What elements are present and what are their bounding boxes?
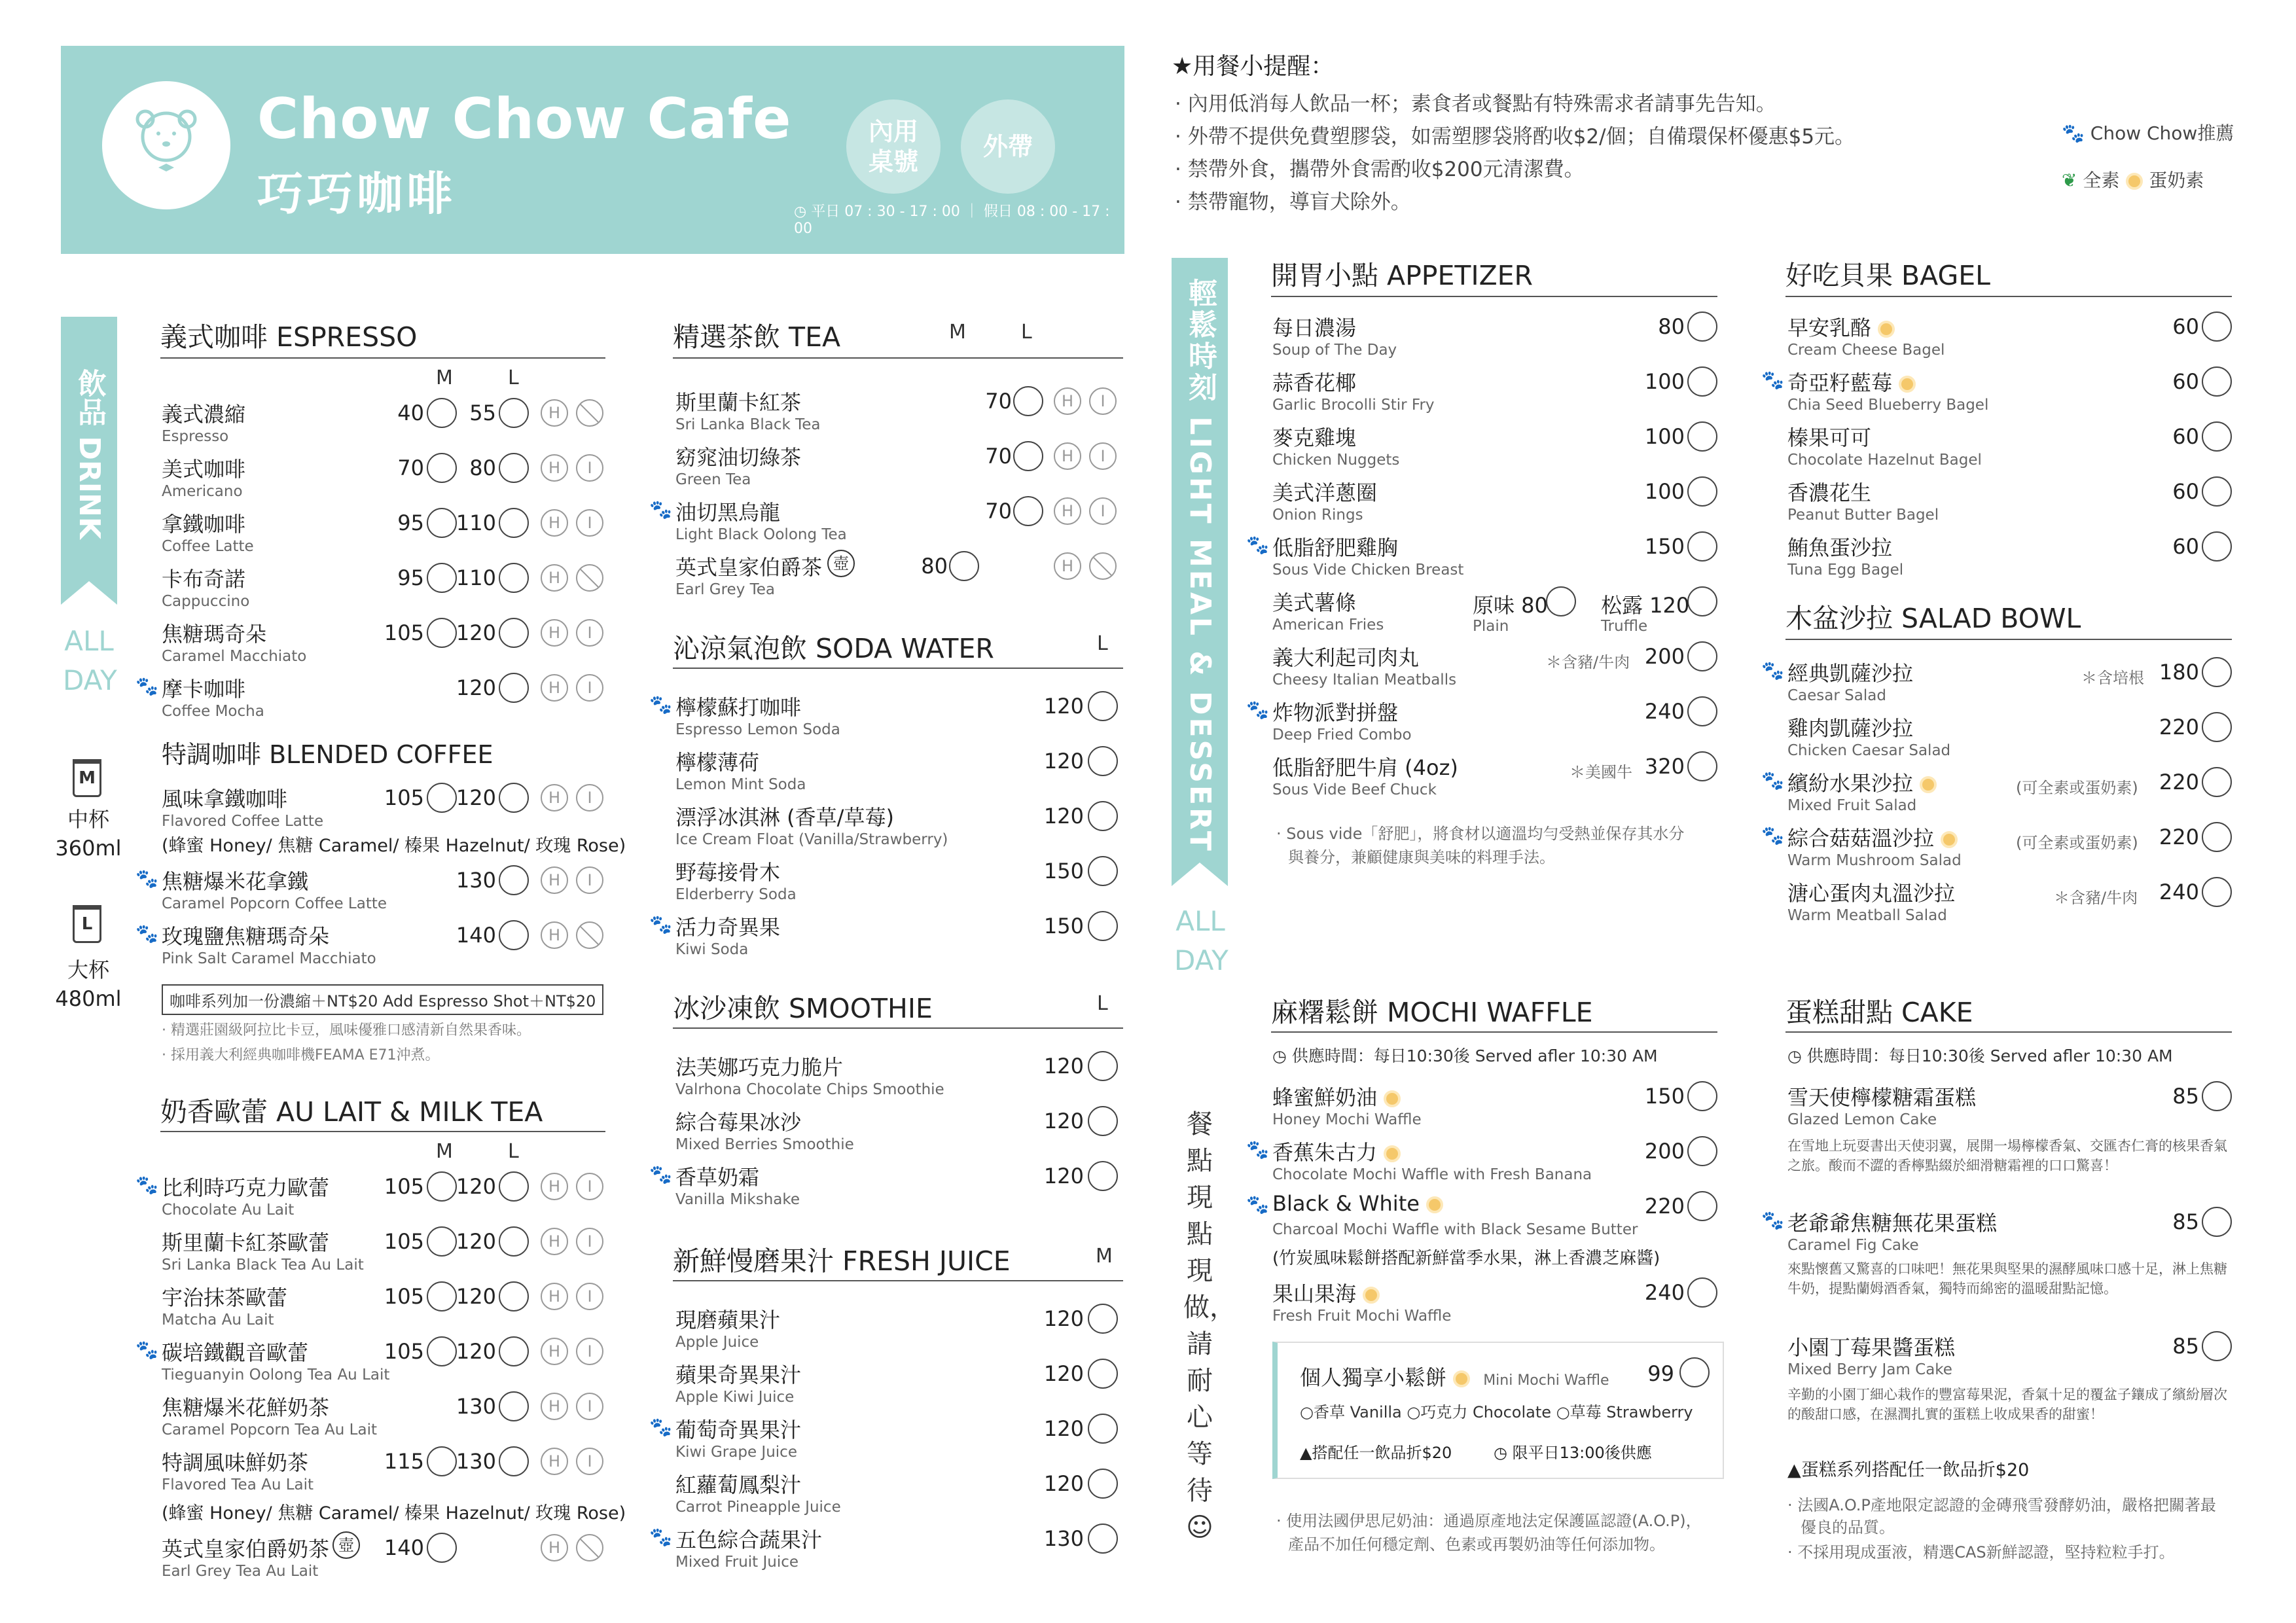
espresso-addon-note: 咖啡系列加一份濃縮＋NT$20 Add Espresso Shot＋NT$20 [162,984,603,1015]
qty-circle[interactable] [2202,712,2232,742]
light-meal-band: 輕鬆時刻 LIGHT MEAL & DESSERT [1172,258,1228,873]
mini-waffle-combo: ▲搭配任一飲品折$20 [1300,1444,1452,1462]
price-m: 105 [384,1174,424,1199]
size-l-header: L [508,1140,519,1163]
size-l-header: L [1097,632,1108,655]
price: 60 [2172,314,2199,339]
qty-circle-l[interactable] [499,1336,529,1366]
price-l: 120 [456,785,496,810]
price: 240 [1644,699,1685,724]
qty-circle-m[interactable] [427,1281,457,1311]
price: 60 [2172,479,2199,504]
takeout-badge: 外帶 [961,99,1055,194]
cake-description: 辛勤的小園丁細心栽作的豐富莓果泥，香氣十足的覆盆子鑲成了繽紛層次的酸甜口感，在濕潤扎實的蛋糕上收成果香的甜蜜！ [1787,1387,2227,1422]
price: 100 [1644,479,1685,504]
dog-logo-icon [134,107,199,173]
drink-band: 飲品 DRINK [61,317,117,592]
qty-circle[interactable] [1687,641,1717,671]
egg-icon [1899,376,1916,393]
size-l-header: L [508,366,519,389]
egg-icon [1363,1287,1380,1304]
price: 120 [1043,1416,1084,1441]
size-m-header: M [436,366,453,389]
section-rule [673,357,1123,359]
hot-icon[interactable]: H [1054,497,1081,525]
qty-circle-m[interactable] [427,563,457,593]
clock-icon: ◷ [1494,1444,1513,1462]
qty-circle[interactable] [1687,696,1717,726]
cake-note: · 不採用現成蛋液，精選CAS新鮮認證，堅持粒粒手打。 [1787,1543,2175,1561]
price-m: 105 [384,785,424,810]
egg-icon [1426,1196,1443,1213]
bw-description: (竹炭風味鬆餅搭配新鮮當季水果，淋上香濃芝麻醬) [1272,1249,1660,1268]
paw-icon: 🐾 [135,868,158,889]
hot-icon[interactable]: H [541,564,568,592]
qty-circle[interactable] [1088,1106,1118,1136]
waffle-serve-time: ◷ 供應時間：每日10:30後 Served afler 10:30 AM [1272,1046,1658,1065]
qty-circle[interactable] [2202,312,2232,342]
large-cup-label: 大杯 480ml [55,957,122,1011]
clock-icon: ◷ [794,204,812,220]
pot-badge: 壺 [827,550,855,577]
cake-description: 在雪地上玩耍書出天使羽翼，展開一場檸檬香氣、交匯杏仁膏的核果香氣之旅。酸而不澀的香檸點綴於細滑糖霜裡的口口驚喜！ [1787,1138,2227,1173]
salad-note: ＊含豬/牛肉 [2054,889,2138,907]
price: 220 [2159,825,2199,849]
price: 85 [2172,1209,2199,1234]
qty-circle-m[interactable] [427,618,457,648]
section-rule [673,1280,1123,1281]
qty-circle[interactable] [1687,1191,1717,1221]
ice-icon[interactable]: I [576,1338,603,1365]
price: 240 [2159,880,2199,904]
qty-circle-l[interactable] [499,1391,529,1421]
qty-circle[interactable] [1088,1414,1118,1444]
price-m: 95 [397,510,424,535]
qty-circle-l[interactable] [499,1446,529,1476]
section-title-bagel: 好吃貝果 BAGEL [1785,260,1991,291]
qty-circle[interactable] [1013,386,1043,416]
price-m: 105 [384,620,424,645]
qty-circle[interactable] [2202,1207,2232,1237]
section-rule [1785,639,2232,640]
qty-circle[interactable] [1013,496,1043,526]
qty-circle[interactable] [2202,476,2232,507]
qty-circle[interactable] [1687,1277,1717,1308]
all-day-label: ALL DAY [1174,905,1229,976]
section-rule [160,1131,605,1132]
qty-circle-truffle[interactable] [1687,586,1717,616]
section-title-espresso: 義式咖啡 ESPRESSO [160,321,418,353]
qty-circle[interactable] [2202,877,2232,907]
brand-name-zh: 巧巧咖啡 [257,167,456,221]
price: 200 [1644,644,1685,669]
qty-circle-m[interactable] [427,783,457,813]
price: 85 [2172,1334,2199,1359]
price: 120 [1043,749,1084,774]
qty-circle[interactable] [1687,1081,1717,1111]
qty-circle-l[interactable] [499,865,529,895]
price-l: 55 [469,401,496,425]
ice-icon[interactable]: I [576,454,603,482]
qty-circle[interactable] [1088,856,1118,886]
section-title-blended: 特調咖啡 BLENDED COFFEE [162,740,493,769]
qty-circle-l[interactable] [499,398,529,428]
price: 60 [2172,424,2199,449]
price: 70 [985,444,1012,469]
price: 150 [1644,534,1685,559]
qty-circle-m[interactable] [427,1446,457,1476]
price: 220 [2159,715,2199,740]
qty-circle[interactable] [1088,1161,1118,1191]
section-rule [1271,1031,1717,1033]
price-l: 110 [456,565,496,590]
medium-cup-icon: M [73,759,101,797]
section-rule [1785,296,2232,297]
hot-icon[interactable]: H [541,1283,568,1310]
egg-icon [1384,1145,1401,1162]
ice-icon[interactable]: I [576,1393,603,1420]
clock-icon: ◷ [1787,1046,1807,1065]
qty-circle[interactable] [2202,767,2232,797]
qty-circle-plain[interactable] [1546,586,1576,616]
qty-circle[interactable] [2202,1331,2232,1361]
qty-circle-l[interactable] [499,508,529,538]
hot-icon[interactable]: H [1054,442,1081,470]
band-arrow [1172,863,1228,886]
qty-circle[interactable] [1088,1304,1118,1334]
price: 130 [1043,1526,1084,1551]
price: 120 [1043,1109,1084,1133]
no-ice-icon [576,399,603,427]
sous-vide-note: · Sous vide「舒肥」，將食材以適溫均勻受熱並保存其水分 [1276,825,1685,843]
qty-circle-l[interactable] [499,783,529,813]
price: 320 [1644,754,1685,779]
qty-circle[interactable] [1088,1359,1118,1389]
qty-circle[interactable] [2202,531,2232,562]
size-m-header: M [1096,1245,1113,1268]
cake-description: 來點懷舊又驚喜的口味吧！無花果與堅果的濕酵風味口感十足，淋上焦糖牛奶，提點蘭姆酒香氣，獨特而綿密的溫暖甜點記憶。 [1787,1261,2227,1296]
qty-circle[interactable] [2202,657,2232,687]
medium-cup-label: 中杯 360ml [55,807,122,861]
qty-circle-l[interactable] [499,453,529,483]
ice-icon[interactable]: I [576,1448,603,1475]
qty-circle[interactable] [1687,531,1717,562]
salad-note: (可全素或蛋奶素) [2016,779,2138,797]
price: 100 [1644,424,1685,449]
qty-circle[interactable] [1088,911,1118,941]
flavor-options: (蜂蜜 Honey/ 焦糖 Caramel/ 榛果 Hazelnut/ 玫瑰 Rose) [162,1503,626,1524]
coffee-note: · 採用義大利經典咖啡機FEAMA E71沖煮。 [162,1047,440,1063]
dine-in-badge: 內用 桌號 [846,99,941,194]
price-l: 120 [456,1284,496,1309]
section-rule [673,668,1123,669]
cake-note: 優良的品質。 [1801,1518,1895,1537]
size-m-header: M [949,321,966,344]
qty-circle-m[interactable] [427,398,457,428]
qty-circle-m[interactable] [427,1226,457,1257]
size-l-header: L [1097,992,1108,1015]
qty-circle[interactable] [2202,822,2232,852]
price-l: 140 [456,923,496,948]
coffee-note: · 精選莊園級阿拉比卡豆，風味優雅口感清新自然果香味。 [162,1022,531,1039]
price: 70 [985,389,1012,414]
qty-circle[interactable] [1088,746,1118,776]
price: 200 [1644,1139,1685,1164]
hot-icon[interactable]: H [541,1338,568,1365]
price-m: 95 [397,565,424,590]
wait-notice: 餐點現點現做，請耐心等待☺ [1183,1109,1236,1543]
hot-icon[interactable]: H [541,1448,568,1475]
price-m: 105 [384,1339,424,1364]
qty-circle[interactable] [949,551,979,581]
qty-circle[interactable] [1013,441,1043,471]
ice-icon[interactable]: I [576,1173,603,1200]
price: 80 [1658,314,1685,339]
ice-icon[interactable]: I [1089,387,1117,415]
no-ice-icon [576,564,603,592]
fries-plain-label: Plain [1473,618,1509,635]
section-title-waffle: 麻糬鬆餅 MOCHI WAFFLE [1271,997,1593,1028]
leaf-icon: ❦ [2062,169,2083,191]
notice-title: ★用餐小提醒： [1172,53,1335,80]
qty-circle[interactable] [1088,801,1118,831]
price: 120 [1043,1471,1084,1496]
hot-icon[interactable]: H [541,921,568,949]
ice-icon[interactable]: I [576,509,603,537]
section-rule [673,1027,1123,1029]
price-l: 130 [456,1449,496,1474]
qty-circle-m[interactable] [427,508,457,538]
mini-waffle-box [1272,1342,1724,1479]
butter-note: 產品不加任何穩定劑、色素或再製奶油等任何添加物。 [1288,1535,1665,1554]
price-m: 40 [397,401,424,425]
ice-icon[interactable]: I [1089,497,1117,525]
ice-icon[interactable]: I [1089,442,1117,470]
ice-icon[interactable]: I [576,866,603,894]
price: 150 [1043,914,1084,938]
price: 60 [2172,369,2199,394]
price: 240 [1644,1280,1685,1305]
qty-circle-l[interactable] [499,563,529,593]
notice-line: · 禁帶寵物，導盲犬除外。 [1175,190,1411,214]
fries-truffle-label: Truffle [1601,618,1648,635]
qty-circle[interactable] [1088,1051,1118,1081]
hot-icon[interactable]: H [541,399,568,427]
notice-line: · 內用低消每人飲品一杯；素食者或餐點有特殊需求者請事先告知。 [1175,92,1776,116]
salad-note: (可全素或蛋奶素) [2016,834,2138,852]
notice-line: · 禁帶外食，攜帶外食需酌收$200元清潔費。 [1175,158,1585,181]
opening-hours: ◷ 平日 07 : 30 - 17 : 00 ｜ 假日 08 : 00 - 17 : 00 [794,204,1110,237]
qty-circle-l[interactable] [499,618,529,648]
hot-icon[interactable]: H [541,619,568,647]
qty-circle-l[interactable] [499,920,529,950]
price-m: 70 [397,455,424,480]
price-m: 105 [384,1284,424,1309]
price: 120 [1043,1306,1084,1331]
qty-circle[interactable] [2202,1081,2232,1111]
egg-icon [1453,1370,1470,1387]
price-l: 130 [456,1394,496,1419]
flavor-options: (蜂蜜 Honey/ 焦糖 Caramel/ 榛果 Hazelnut/ 玫瑰 Rose) [162,836,626,856]
price-l: 120 [456,1229,496,1254]
price-m: 140 [384,1535,424,1560]
hot-icon[interactable]: H [541,1393,568,1420]
pot-badge: 壺 [332,1531,360,1559]
section-title-juice: 新鮮慢磨果汁 FRESH JUICE [673,1245,1011,1277]
paw-icon: 🐾 [2062,122,2090,144]
section-title-tea: 精選茶飲 TEA [673,321,841,353]
large-cup-icon: L [73,905,101,943]
legend-diet: ❦ 全素 蛋奶素 [2062,169,2204,191]
price-l: 80 [469,455,496,480]
qty-circle[interactable] [1679,1357,1710,1387]
sous-vide-note: 與養分，兼顧健康與美味的料理手法。 [1288,848,1555,866]
mini-waffle-limit: ◷ 限平日13:00後供應 [1494,1444,1652,1462]
qty-circle[interactable] [1088,1469,1118,1499]
paw-icon: 🐾 [135,675,158,697]
price: 120 [1043,804,1084,829]
qty-circle-m[interactable] [427,1336,457,1366]
price-l: 130 [456,868,496,893]
qty-circle[interactable] [2202,366,2232,397]
price: 85 [2172,1084,2199,1109]
qty-circle[interactable] [1687,421,1717,452]
price: 100 [1644,369,1685,394]
section-rule [1271,296,1717,297]
ice-icon[interactable]: I [576,674,603,702]
hot-icon[interactable]: H [541,674,568,702]
hot-icon[interactable]: H [541,1534,568,1561]
price: 60 [2172,534,2199,559]
no-ice-icon [1089,552,1117,580]
qty-circle[interactable] [1088,691,1118,721]
qty-circle-l[interactable] [499,673,529,703]
logo [102,81,230,209]
butter-note: · 使用法國伊思尼奶油：通過原產地法定保護區認證(A.O.P)， [1276,1512,1702,1530]
price-l: 110 [456,510,496,535]
ice-icon[interactable]: I [576,619,603,647]
cake-serve-time: ◷ 供應時間：每日10:30後 Served afler 10:30 AM [1787,1046,2173,1065]
ice-icon[interactable]: I [576,784,603,812]
salad-note: ＊含培根 [2081,669,2144,687]
price: 150 [1644,1084,1685,1109]
fries-truffle-price: 松露 120 [1601,593,1690,618]
qty-circle[interactable] [1088,1524,1118,1554]
size-m-header: M [436,1140,453,1163]
hot-icon[interactable]: H [1054,552,1081,580]
qty-circle-m[interactable] [427,1171,457,1202]
ice-icon[interactable]: I [576,1283,603,1310]
legend-recommend: 🐾 Chow Chow推薦 [2062,122,2234,144]
cake-combo: ▲蛋糕系列搭配任一飲品折$20 [1787,1460,2030,1480]
egg-icon [1878,321,1895,338]
price: 70 [985,499,1012,524]
price: 120 [1043,1361,1084,1386]
section-rule [1785,1031,2232,1033]
hot-icon[interactable]: H [541,784,568,812]
qty-circle-l[interactable] [499,1171,529,1202]
hot-icon[interactable]: H [541,866,568,894]
egg-icon [1384,1090,1401,1107]
band-arrow [61,581,117,605]
meatball-note: ＊含豬/牛肉 [1546,653,1630,671]
price-l: 120 [456,675,496,700]
all-day-label: ALL DAY [63,625,117,696]
qty-circle[interactable] [1687,366,1717,397]
egg-icon [2126,173,2143,190]
header-banner [61,46,1124,254]
qty-circle[interactable] [1687,476,1717,507]
hot-icon[interactable]: H [541,509,568,537]
price-m: 115 [384,1449,424,1474]
mini-waffle-options[interactable]: ○香草 Vanilla ○巧克力 Chocolate ○草莓 Strawberry [1300,1403,1693,1421]
mini-waffle-name: 個人獨享小鬆餅 Mini Mochi Waffle [1300,1365,1609,1390]
cake-note: · 法國A.O.P產地限定認證的金磚飛雪發酵奶油，嚴格把關著最 [1787,1496,2216,1514]
beef-note: ＊美國牛 [1570,763,1632,781]
size-l-header: L [1021,321,1032,344]
section-title-salad: 木盆沙拉 SALAD BOWL [1785,603,2081,634]
section-title-aulait: 奶香歐蕾 AU LAIT & MILK TEA [160,1096,543,1128]
no-ice-icon [576,1534,603,1561]
section-title-smoothie: 冰沙凍飲 SMOOTHIE [673,993,933,1024]
price: 120 [1043,694,1084,719]
price: 150 [1043,859,1084,883]
ice-icon[interactable]: I [576,1228,603,1255]
brand-name-en: Chow Chow Cafe [257,86,792,152]
price: 220 [2159,770,2199,794]
price-l: 120 [456,1174,496,1199]
qty-circle-l[interactable] [499,1281,529,1311]
notice-line: · 外帶不提供免費塑膠袋，如需塑膠袋將酌收$2/個；自備環保杯優惠$5元。 [1175,125,1856,149]
no-ice-icon [576,921,603,949]
price: 80 [921,554,948,579]
qty-circle[interactable] [1687,1136,1717,1166]
hot-icon[interactable]: H [541,1228,568,1255]
price-m: 105 [384,1229,424,1254]
qty-circle-m[interactable] [427,453,457,483]
hot-icon[interactable]: H [1054,387,1081,415]
hot-icon[interactable]: H [541,1173,568,1200]
price-l: 120 [456,1339,496,1364]
price: 120 [1043,1054,1084,1079]
clock-icon: ◷ [1272,1046,1292,1065]
section-title-cake: 蛋糕甜點 CAKE [1785,997,1973,1028]
qty-circle-m[interactable] [427,1533,457,1563]
price-l: 120 [456,620,496,645]
egg-icon [1941,831,1958,848]
section-title-appetizer: 開胃小點 APPETIZER [1271,260,1534,291]
qty-circle[interactable] [2202,421,2232,452]
hot-icon[interactable]: H [541,454,568,482]
price: 180 [2159,660,2199,685]
paw-icon: 🐾 [135,923,158,944]
price: 120 [1043,1164,1084,1188]
qty-circle-l[interactable] [499,1226,529,1257]
price: 99 [1647,1361,1674,1386]
section-rule [160,357,605,359]
egg-icon [1920,776,1937,793]
fries-plain-price: 原味 80 [1473,593,1548,618]
qty-circle[interactable] [1687,312,1717,342]
section-title-soda: 沁涼氣泡飲 SODA WATER [673,633,994,664]
qty-circle[interactable] [1687,751,1717,781]
price: 220 [1644,1194,1685,1219]
